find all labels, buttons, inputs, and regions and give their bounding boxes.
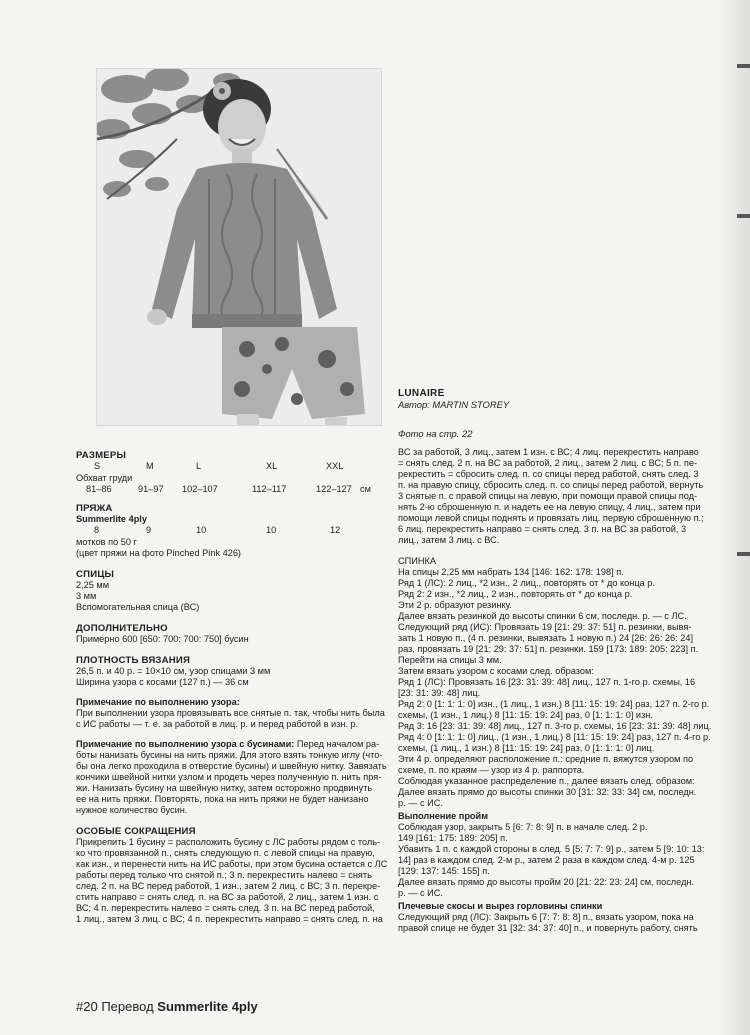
armhole-line: 149 [161: 175: 189: 205] п. [398,833,508,843]
back-line: р. — с ИС. [398,798,443,808]
armhole-title: Выполнение пройм [398,811,488,821]
abbrev-line: 1 лиц., затем 3 лиц. с ВС; 4 п. перекрестить направо = снять след. п. на [76,914,383,924]
yarn-unit-note: мотков по 50 г [76,537,137,547]
gauge-line: 26,5 п. и 40 р. = 10×10 см, узор спицами 3 мм [76,666,271,676]
armhole-line: 14] раз в каждом след. 2-м р., затем 2 раза в каждом след. 4-м р. 125 [398,855,695,865]
back-line: Далее вязать прямо до высоты спинки 30 [31: 32: 33: 34] см, последн. [398,787,697,797]
sizes-title: РАЗМЕРЫ [76,450,127,461]
yarn-count: 10 [266,525,277,535]
back-line: На спицы 2,25 мм набрать 134 [146: 162: 178: 198] п. [398,567,624,577]
gauge-title: ПЛОТНОСТЬ ВЯЗАНИЯ [76,655,191,666]
continuation-line: ВС за работой, 3 лиц., затем 1 изн. с ВС; 4 лиц. перекрестить направо [398,447,699,457]
continuation-line: нять 2-ю сброшенную п. и надеть ее на левую спицу, 4 лиц., затем при [398,502,701,512]
back-line: Ряд 1 (ЛС): 2 лиц., *2 изн., 2 лиц., повторять от * до конца р. [398,578,655,588]
abbrev-title: ОСОБЫЕ СОКРАЩЕНИЯ [76,826,196,837]
continuation-line: п. на правую спицу, сбросить след. п. со спицы перед работой, вернуть [398,480,704,490]
chest-value: 122–127 [316,484,352,494]
armhole-block [398,822,708,899]
continuation-line: рекрестить = сбросить след. п. со спицы перед работой, снять след. 3 [398,469,699,479]
abbrev-line: ВС; 4 п. перекрестить налево = снять след. 3 п. на ВС перед работой, [76,903,375,913]
chest-value: 112–117 [252,484,287,494]
back-line: Ряд 1 (ЛС): Провязать 16 [23: 31: 39: 48] лиц., 127 п. 1-го р. схемы, 16 [398,677,696,687]
abbrev-line: стить направо = снять след. п. на ВС за работой, 2 лиц., затем 1 изн. с [76,892,379,902]
chest-value: 102–107 [182,484,218,494]
page-edge-shadow [718,0,750,1035]
size-label: L [196,461,202,471]
size-label: XXL [326,461,344,471]
yarn-counts-row [76,525,376,537]
back-line: Затем вязать узором с косами след. образом: [398,666,594,676]
back-line: Эти 4 р. определяют расположение п.: средние п. вяжутся узором по [398,754,694,764]
note2-line: бы она легко проходила в отверстие бусины) и швейную нитку. Завязать [76,761,387,771]
back-line: Далее вязать резинкой до высоты спинки 6 см, последн. р. — с ЛС. [398,611,687,621]
extra-text: Примерно 600 [650: 700: 700: 750] бусин [76,634,249,644]
back-line: зать 1 новую п., (4 п. резинки, вывязать 1 новую п.) 24 [26: 26: 26: 24] [398,633,694,643]
needle-item: 2,25 мм [76,580,110,590]
footer-brand: Summerlite 4ply [157,999,258,1014]
armhole-line: р. — с ИС. [398,888,443,898]
shoulder-title: Плечевые скосы и вырез горловины спинки [398,901,603,911]
yarn-count: 8 [94,525,100,535]
back-line: схемы, (1 изн., 1 лиц.) 8 [11: 15: 19: 24] раз, 0 [1: 1: 1: 0] изн. [398,710,653,720]
photo-reference: Фото на стр. 22 [398,428,473,439]
back-line: Ряд 4: 0 [1: 1: 1: 0] лиц., (1 изн., 1 лиц.) 8 [11: 15: 19: 24] раз, 127 п. 4-го р. [398,732,711,742]
back-line: [23: 31: 39: 48] лиц. [398,688,481,698]
chest-values-row [76,484,376,496]
size-label: M [146,461,154,471]
back-line: Ряд 3: 16 [23: 31: 39: 48] лиц., 127 п. 3-го р. схемы, 16 [23: 31: 39: 48] лиц. [398,721,712,731]
page-number: #20 [76,999,98,1014]
back-line: Следующий ряд (ИС): Провязать 19 [21: 29: 37: 51] п. резинки, вывя- [398,622,692,632]
armhole-line: [129: 137: 145: 155] п. [398,866,490,876]
note2-line: кончики швейной нитки узлом и продеть через полученную п. нить пря- [76,772,382,782]
chest-unit: см [360,484,371,494]
chest-label: Обхват груди [76,473,133,483]
back-line: схемы, (1 лиц., 1 изн.) 8 [11: 15: 19: 24] раз, 0 [1: 1: 1: 0] лиц. [398,743,655,753]
yarn-color-note: (цвет пряжи на фото Pinched Pink 426) [76,548,241,558]
abbrev-line: как изн., и перенести нить на ИС работы, при этом бусина остается с ЛС [76,859,388,869]
gauge-line: Ширина узора с косами (127 п.) — 36 см [76,677,249,687]
back-line: Ряд 2: 0 [1: 1: 1: 0] изн., (1 лиц., 1 изн.) 8 [11: 15: 19: 24] раз, 127 п. 2-го р. [398,699,710,709]
yarn-name: Summerlite 4ply [76,514,147,524]
size-labels-row [76,461,376,473]
left-column [76,450,388,925]
continuation-line: лиц., затем 3 лиц. с ВС. [398,535,500,545]
abbrev-line: след. 2 п. на ВС перед работой, 1 изн., затем 2 лиц. с ВС; 3 п. перекре- [76,881,381,891]
pattern-title: LUNAIRE [398,388,445,399]
shoulder-line: Следующий ряд (ЛС): Закрыть 6 [7: 7: 8: 8] п., вязать узором, пока на [398,912,694,922]
armhole-line: Убавить 1 п. с каждой стороны в след. 5 [5: 7: 7: 9] р., затем 5 [9: 10: 13: [398,844,705,854]
back-line: схеме, п. по краям — узор из 4 р. раппорта. [398,765,585,775]
armhole-line: Далее вязать прямо до высоты пройм 20 [21: 22: 23: 24] см, последн. [398,877,695,887]
back-line: Эти 2 р. образуют резинку. [398,600,512,610]
needle-item: Вспомогательная спица (ВС) [76,602,200,612]
yarn-title: ПРЯЖА [76,503,113,514]
note2-title: Примечание по выполнению узора с бусинами: [76,739,295,749]
continuation-line: помощи левой спицы поднять и провязать лиц. первую сброшенную п.; [398,513,704,523]
size-label: XL [266,461,278,471]
size-label: S [94,461,101,471]
note1-title: Примечание по выполнению узора: [76,697,240,707]
abbrev-line: ко что провязанной п., снять следующую п. с левой спицы на правую, [76,848,375,858]
note2-line: нужное количество бусин. [76,805,188,815]
back-title: СПИНКА [398,556,436,566]
model-photo [96,68,382,426]
abbrev-line: Прикрепить 1 бусину = расположить бусину с ЛС работы рядом с толь- [76,837,381,847]
extra-title: ДОПОЛНИТЕЛЬНО [76,623,168,634]
armhole-line: Соблюдая узор, закрыть 5 [6: 7: 8: 9] п. в начале след. 2 р. [398,822,648,832]
back-line: раз, провязать 19 [21: 29: 37: 51] п. резинки. 159 [173: 189: 205: 223] п. [398,644,699,654]
yarn-count: 12 [330,525,341,535]
right-column [398,388,712,934]
note2-line: боты нанизать бусины на нить пряжи. Для этого взять тонкую иглу (что- [76,750,383,760]
shoulder-block [398,912,708,934]
model-photo-illustration [97,69,381,425]
continuation-block [398,447,708,546]
yarn-count: 10 [196,525,207,535]
yarn-count: 9 [146,525,152,535]
note2-line: жи. Нанизать бусину на швейную нитку, затем осторожно продвинуть [76,783,373,793]
note1-line: При выполнении узора провязывать все снятые п. так, чтобы нить была [76,708,385,718]
footer-text: Перевод [101,999,154,1014]
page-footer [76,1001,258,1012]
back-line: Ряд 2: 2 изн., *2 лиц., 2 изн., повторять от * до конца р. [398,589,633,599]
back-line: Соблюдая указанное распределение п., далее вязать след. образом: [398,776,695,786]
chest-value: 91–97 [138,484,164,494]
back-line: Перейти на спицы 3 мм. [398,655,502,665]
needles-title: СПИЦЫ [76,569,115,580]
back-block [398,567,712,809]
needle-item: 3 мм [76,591,97,601]
page-edge-mark [737,214,750,218]
note2-line: ее на нить пряжи. Повторять, пока на нить пряжи не будет нанизано [76,794,369,804]
note2-line: Перед началом ра- [296,739,380,749]
page-edge-mark [737,64,750,68]
continuation-line: 6 лиц. перекрестить направо = снять след. 3 п. на ВС за работой, 3 [398,524,687,534]
chest-value: 81–86 [86,484,112,494]
continuation-line: = снять след. 2 п. на ВС за работой, 2 лиц., затем 2 лиц. с ВС; 5 п. пе- [398,458,698,468]
shoulder-line: правой спице не будет 31 [32: 34: 37: 40] п., и повернуть работу, снять [398,923,698,933]
note1-line: с ИС работы — т. е. за работой в лиц. р. и перед работой в изн. р. [76,719,359,729]
abbrev-line: работы перед только что снятой п.; 3 п. перекрестить налево = снять [76,870,372,880]
page-edge-mark [737,552,750,556]
pattern-author: Автор: MARTIN STOREY [398,399,510,410]
continuation-line: 3 снятые п. с правой спицы на левую, при помощи правой спицы под- [398,491,698,501]
